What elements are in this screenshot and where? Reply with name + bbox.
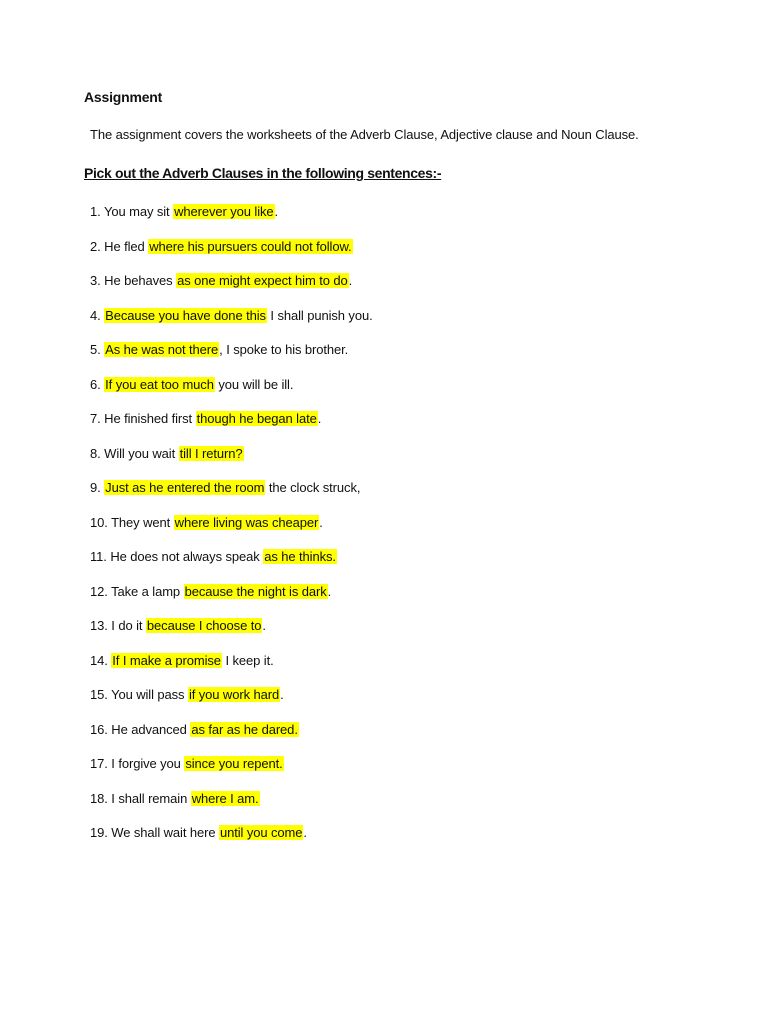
list-item [90, 341, 373, 376]
highlighted-adverb-clause: If you eat too much [105, 376, 214, 392]
highlighted-adverb-clause: Just as he entered the room [105, 480, 265, 495]
sentence-text: . [274, 204, 279, 219]
item-number: 10. [90, 514, 108, 530]
sentence-text: He does not always speak [110, 549, 264, 564]
sentence-text: . [280, 687, 284, 702]
item-number: 19. [90, 825, 108, 840]
item-number: 8. [90, 445, 101, 461]
section-heading: Pick out the Adverb Clauses in the following sentences:- [84, 165, 442, 181]
sentence-text: I keep it. [221, 652, 274, 668]
item-number: 3. [90, 273, 101, 288]
sentence-text: They went [111, 514, 174, 530]
highlighted-adverb-clause: though he began late [196, 411, 317, 426]
sentence-text: I shall punish you. [266, 307, 373, 323]
list-item [90, 652, 373, 687]
document-title: Assignment [84, 89, 163, 105]
item-number: 15. [90, 687, 108, 702]
sentence-text: We shall wait here [111, 825, 219, 840]
list-item [90, 410, 373, 445]
sentence-text: . [317, 411, 322, 426]
sentence-text: . [303, 825, 307, 840]
list-item [90, 721, 373, 756]
highlighted-adverb-clause: because I choose to [146, 618, 262, 633]
list-item [90, 272, 373, 307]
list-item [90, 238, 373, 273]
highlighted-adverb-clause: as one might expect him to do [177, 273, 348, 288]
list-item [90, 514, 373, 549]
sentence-text: He behaves [104, 273, 177, 288]
item-number: 9. [90, 480, 101, 495]
item-number: 6. [90, 376, 101, 392]
item-number: 4. [90, 307, 101, 323]
list-item [90, 686, 373, 721]
list-item [90, 376, 373, 411]
highlighted-adverb-clause: because the night is dark [184, 583, 327, 599]
sentence-text: I shall remain [111, 790, 191, 806]
highlighted-adverb-clause: As he was not there [105, 342, 219, 357]
list-item [90, 307, 373, 342]
sentence-text: He finished first [104, 411, 196, 426]
sentence-text: I forgive you [111, 756, 185, 771]
highlighted-adverb-clause: If I make a promise [112, 652, 221, 668]
sentence-text: He fled [104, 238, 149, 254]
highlighted-adverb-clause: until you come [219, 825, 303, 840]
item-number: 1. [90, 204, 101, 219]
sentence-text: . [348, 273, 353, 288]
sentence-text: you will be ill. [214, 376, 294, 392]
highlighted-adverb-clause: where his pursuers could not follow. [149, 238, 352, 254]
item-number: 2. [90, 238, 101, 254]
item-number: 16. [90, 721, 108, 737]
highlighted-adverb-clause: as he thinks. [264, 549, 336, 564]
item-number: 14. [90, 652, 108, 668]
sentence-text: I do it [111, 618, 146, 633]
sentence-text: Take a lamp [111, 583, 184, 599]
sentence-text: , I spoke to his brother. [219, 342, 349, 357]
list-item [90, 445, 373, 480]
sentence-text: You may sit [103, 204, 174, 219]
sentence-list [90, 203, 373, 859]
list-item [90, 479, 373, 514]
sentence-text: You will pass [111, 687, 188, 702]
list-item [90, 583, 373, 618]
item-number: 17. [90, 756, 108, 771]
highlighted-adverb-clause: Because you have done this [105, 307, 266, 323]
highlighted-adverb-clause: as far as he dared. [191, 721, 298, 737]
list-item [90, 755, 373, 790]
item-number: 11. [90, 549, 107, 564]
item-number: 18. [90, 790, 108, 806]
list-item [90, 790, 373, 825]
highlighted-adverb-clause: till I return? [179, 445, 243, 461]
item-number: 12. [90, 583, 108, 599]
item-number: 7. [90, 411, 101, 426]
sentence-text: . [327, 583, 332, 599]
item-number: 13. [90, 618, 108, 633]
highlighted-adverb-clause: wherever you like [174, 204, 274, 219]
sentence-text: . [319, 514, 323, 530]
list-item [90, 824, 373, 859]
sentence-text: Will you wait [104, 445, 179, 461]
highlighted-adverb-clause: if you work hard [188, 687, 280, 702]
sentence-text: the clock struck, [265, 480, 361, 495]
list-item [90, 548, 373, 583]
sentence-text: . [262, 618, 266, 633]
list-item [90, 617, 373, 652]
intro-paragraph: The assignment covers the worksheets of the Adverb Clause, Adjective clause and Noun Clause. [90, 127, 639, 142]
highlighted-adverb-clause: where living was cheaper [174, 514, 319, 530]
highlighted-adverb-clause: where I am. [191, 790, 259, 806]
sentence-text: He advanced [111, 721, 191, 737]
highlighted-adverb-clause: since you repent. [185, 756, 283, 771]
list-item [90, 203, 373, 238]
item-number: 5. [90, 342, 101, 357]
